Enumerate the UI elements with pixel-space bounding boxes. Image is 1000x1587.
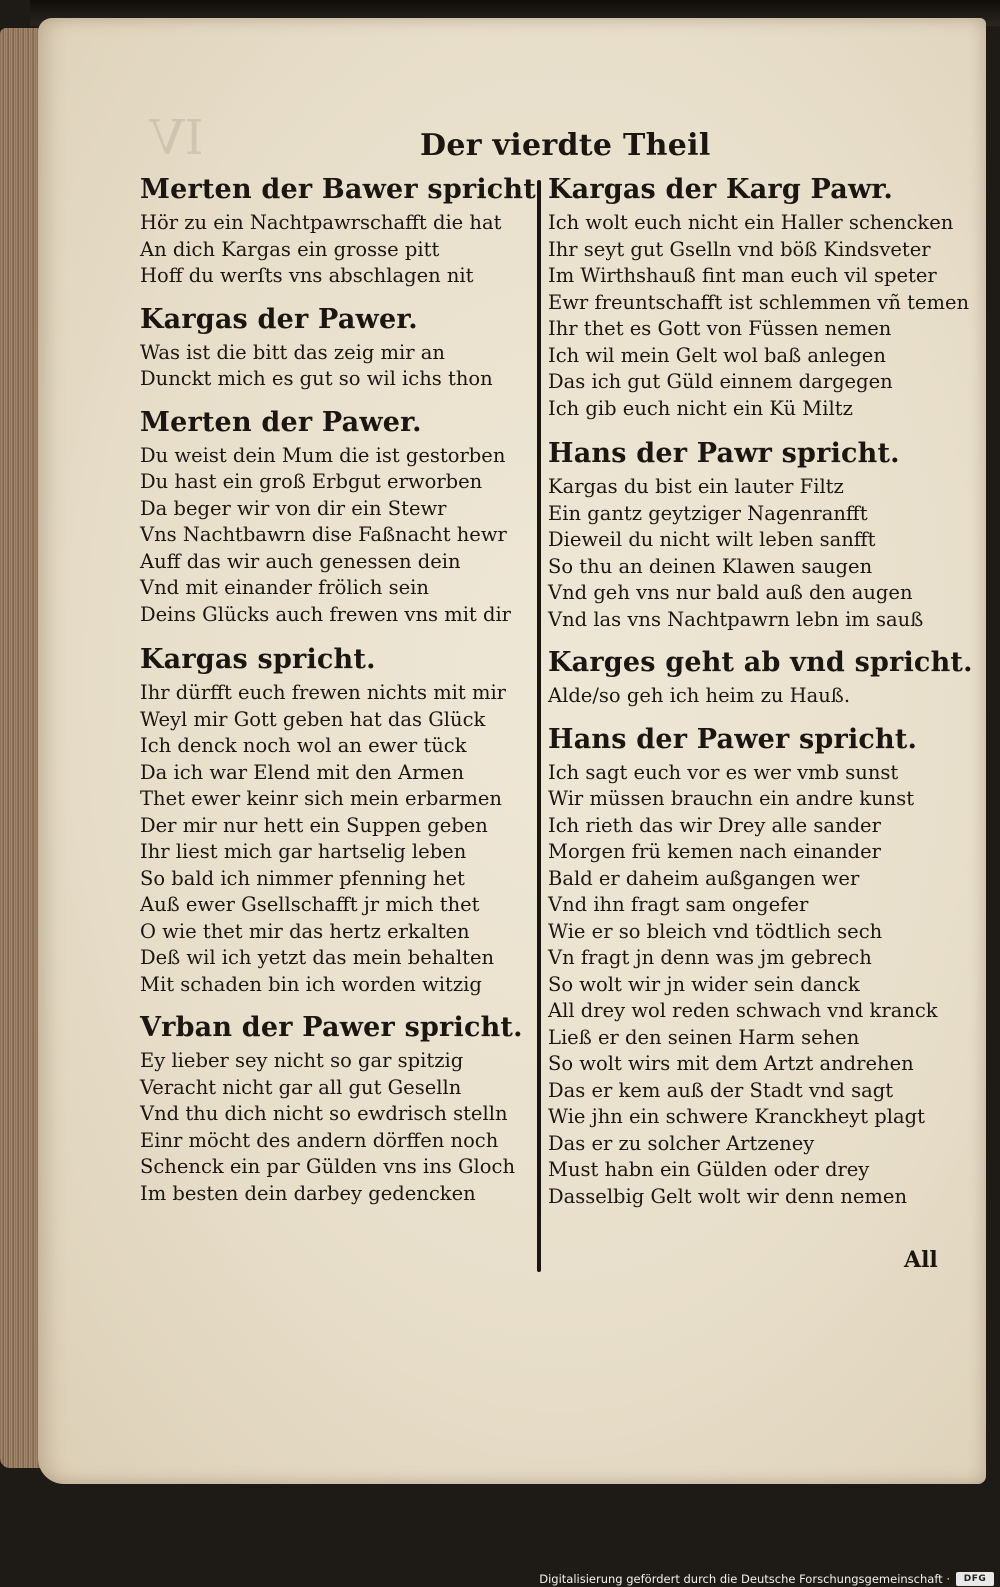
verse-line: Dasselbig Gelt wolt wir denn nemen bbox=[548, 1184, 908, 1208]
verse-line: All drey wol reden schwach vnd kranck bbox=[548, 999, 938, 1022]
verse-line: Ihr liest mich gar hartselig leben bbox=[140, 840, 467, 863]
verse-section bbox=[548, 643, 973, 710]
verse-line: Einr möcht des andern dörffen noch bbox=[140, 1128, 499, 1152]
verse-line: Deins Glücks auch frewen vns mit dir bbox=[140, 602, 512, 626]
verse-line: Du weist dein Mum die ist gestorben bbox=[140, 443, 506, 467]
speaker-heading: Vrban der Pawer spricht. bbox=[140, 1012, 523, 1043]
verse-line: Auff das wir auch genessen dein bbox=[140, 549, 461, 573]
verse-section bbox=[548, 170, 970, 422]
verse-line: Ein gantz geytziger Nagenranfft bbox=[548, 501, 868, 525]
verse-section bbox=[140, 300, 530, 393]
verse-line: Wie er so bleich vnd tödtlich sech bbox=[548, 919, 883, 943]
verse-line: Ihr seyt gut Gselln vnd böß Kindsveter bbox=[548, 237, 931, 261]
verse-line: Mit schaden bin ich worden witzig bbox=[140, 972, 482, 996]
speaker-heading: Merten der Bawer spricht bbox=[140, 174, 536, 205]
verse-line: Das ich gut Güld einnem dargegen bbox=[548, 370, 893, 393]
speaker-heading: Kargas der Pawer. bbox=[140, 303, 418, 335]
verse-line: Ey lieber sey nicht so gar spitzig bbox=[140, 1049, 464, 1072]
footer-bar bbox=[0, 1571, 1000, 1587]
verse-line: Vnd thu dich nicht so ewdrisch stelln bbox=[140, 1102, 508, 1125]
funding-credit: Digitalisierung gefördert durch die Deutsche Forschungsgemeinschaft · bbox=[539, 1572, 950, 1586]
verse-line: Dunckt mich es gut so wil ichs thon bbox=[140, 367, 493, 390]
verse-section bbox=[548, 720, 948, 1211]
right-column bbox=[548, 170, 973, 1210]
verse-line: O wie thet mir das hertz erkalten bbox=[140, 919, 470, 943]
verse-section bbox=[140, 170, 536, 290]
verse-line: Wir müssen brauchn ein andre kunst bbox=[548, 787, 915, 810]
verse-line: Das er zu solcher Artzeney bbox=[548, 1131, 815, 1155]
running-head: Der vierdte Theil bbox=[420, 128, 711, 163]
verse-line: Vn fragt jn denn was jm gebrech bbox=[548, 946, 872, 969]
verse-line: Hör zu ein Nachtpawrschafft die hat bbox=[140, 211, 502, 234]
verse-line: Was ist die bitt das zeig mir an bbox=[140, 340, 445, 364]
verse-line: Ich gib euch nicht ein Kü Miltz bbox=[548, 396, 853, 420]
verse-line: Alde/so geh ich heim zu Hauß. bbox=[548, 684, 851, 707]
verse-line: Du hast ein groß Erbgut erworben bbox=[140, 470, 483, 493]
verse-line: Ließ er den seinen Harm sehen bbox=[548, 1025, 860, 1049]
bleed-through-mark: IV bbox=[150, 110, 204, 166]
column-divider bbox=[537, 180, 541, 1272]
verse-line: Ich denck noch wol an ewer tück bbox=[140, 734, 467, 757]
verse-line: Da beger wir von dir ein Stewr bbox=[140, 496, 447, 520]
verse-line: Ich wolt euch nicht ein Haller schencken bbox=[548, 211, 954, 234]
verse-line: Kargas du bist ein lauter Filtz bbox=[548, 475, 844, 498]
verse-line: Weyl mir Gott geben hat das Glück bbox=[140, 707, 486, 731]
verse-line: Vnd geh vns nur bald auß den augen bbox=[548, 581, 913, 604]
verse-line: Im besten dein darbey gedencken bbox=[140, 1181, 476, 1205]
verse-section bbox=[140, 403, 530, 629]
verse-line: Morgen frü kemen nach einander bbox=[548, 840, 881, 863]
verse-line: Hoff du werſts vns abschlagen nit bbox=[140, 264, 474, 287]
speaker-heading: Merten der Pawer. bbox=[140, 406, 422, 438]
catchword: All bbox=[904, 1247, 938, 1273]
verse-line: Ich wil mein Gelt wol baß anlegen bbox=[548, 343, 886, 367]
speaker-heading: Karges geht ab vnd spricht. bbox=[548, 647, 973, 678]
verse-line: So bald ich nimmer pfenning het bbox=[140, 866, 465, 890]
verse-line: Ich rieth das wir Drey alle sander bbox=[548, 813, 881, 837]
verse-line: Vnd ihn fragt sam ongefer bbox=[548, 893, 809, 916]
speaker-heading: Kargas spricht. bbox=[140, 644, 376, 675]
verse-line: Bald er daheim außgangen wer bbox=[548, 866, 860, 890]
left-column bbox=[140, 170, 536, 1207]
verse-line: Wie jhn ein schwere Kranckheyt plagt bbox=[548, 1105, 925, 1128]
verse-line: Auß ewer Gsellschafft jr mich thet bbox=[140, 893, 480, 916]
verse-line: An dich Kargas ein grosse pitt bbox=[140, 237, 440, 261]
verse-line: Ihr dürfft euch frewen nichts mit mir bbox=[140, 681, 507, 704]
verse-section bbox=[548, 434, 948, 633]
verse-line: So wolt wirs mit dem Artzt andrehen bbox=[548, 1052, 914, 1075]
verse-section bbox=[140, 640, 530, 998]
verse-line: Der mir nur hett ein Suppen geben bbox=[140, 813, 488, 837]
verse-line: Dieweil du nicht wilt leben sanfft bbox=[548, 528, 876, 551]
verse-line: Schenck ein par Gülden vns ins Gloch bbox=[140, 1155, 516, 1178]
verse-line: Da ich war Elend mit den Armen bbox=[140, 760, 464, 784]
verse-line: Vnd mit einander frölich sein bbox=[140, 576, 429, 599]
verse-line: So wolt wir jn wider sein danck bbox=[548, 972, 860, 996]
verse-line: Das er kem auß der Stadt vnd sagt bbox=[548, 1078, 894, 1102]
verse-line: So thu an deinen Klawen saugen bbox=[548, 554, 873, 578]
verse-line: Vnd las vns Nachtpawrn lebn im sauß bbox=[548, 607, 924, 631]
speaker-heading: Hans der Pawr spricht. bbox=[548, 438, 900, 469]
speaker-heading: Hans der Pawer spricht. bbox=[548, 723, 918, 755]
dfg-logo: DFG bbox=[956, 1572, 994, 1586]
verse-line: Ich sagt euch vor es wer vmb sunst bbox=[548, 760, 899, 784]
verse-line: Thet ewer keinr sich mein erbarmen bbox=[140, 787, 502, 810]
verse-section bbox=[140, 1008, 530, 1207]
speaker-heading: Kargas der Karg Pawr. bbox=[548, 174, 893, 205]
verse-line: Ihr thet es Gott von Füssen nemen bbox=[548, 317, 892, 340]
verse-line: Vns Nachtbawrn dise Faßnacht hewr bbox=[140, 523, 507, 546]
verse-line: Im Wirthshauß fint man euch vil speter bbox=[548, 264, 937, 287]
verse-line: Deß wil ich yetzt das mein behalten bbox=[140, 946, 495, 969]
verse-line: Must habn ein Gülden oder drey bbox=[548, 1158, 870, 1181]
verse-line: Ewr freuntschafft ist schlemmen vñ temen bbox=[548, 290, 970, 314]
verse-line: Veracht nicht gar all gut Geselln bbox=[140, 1075, 462, 1099]
